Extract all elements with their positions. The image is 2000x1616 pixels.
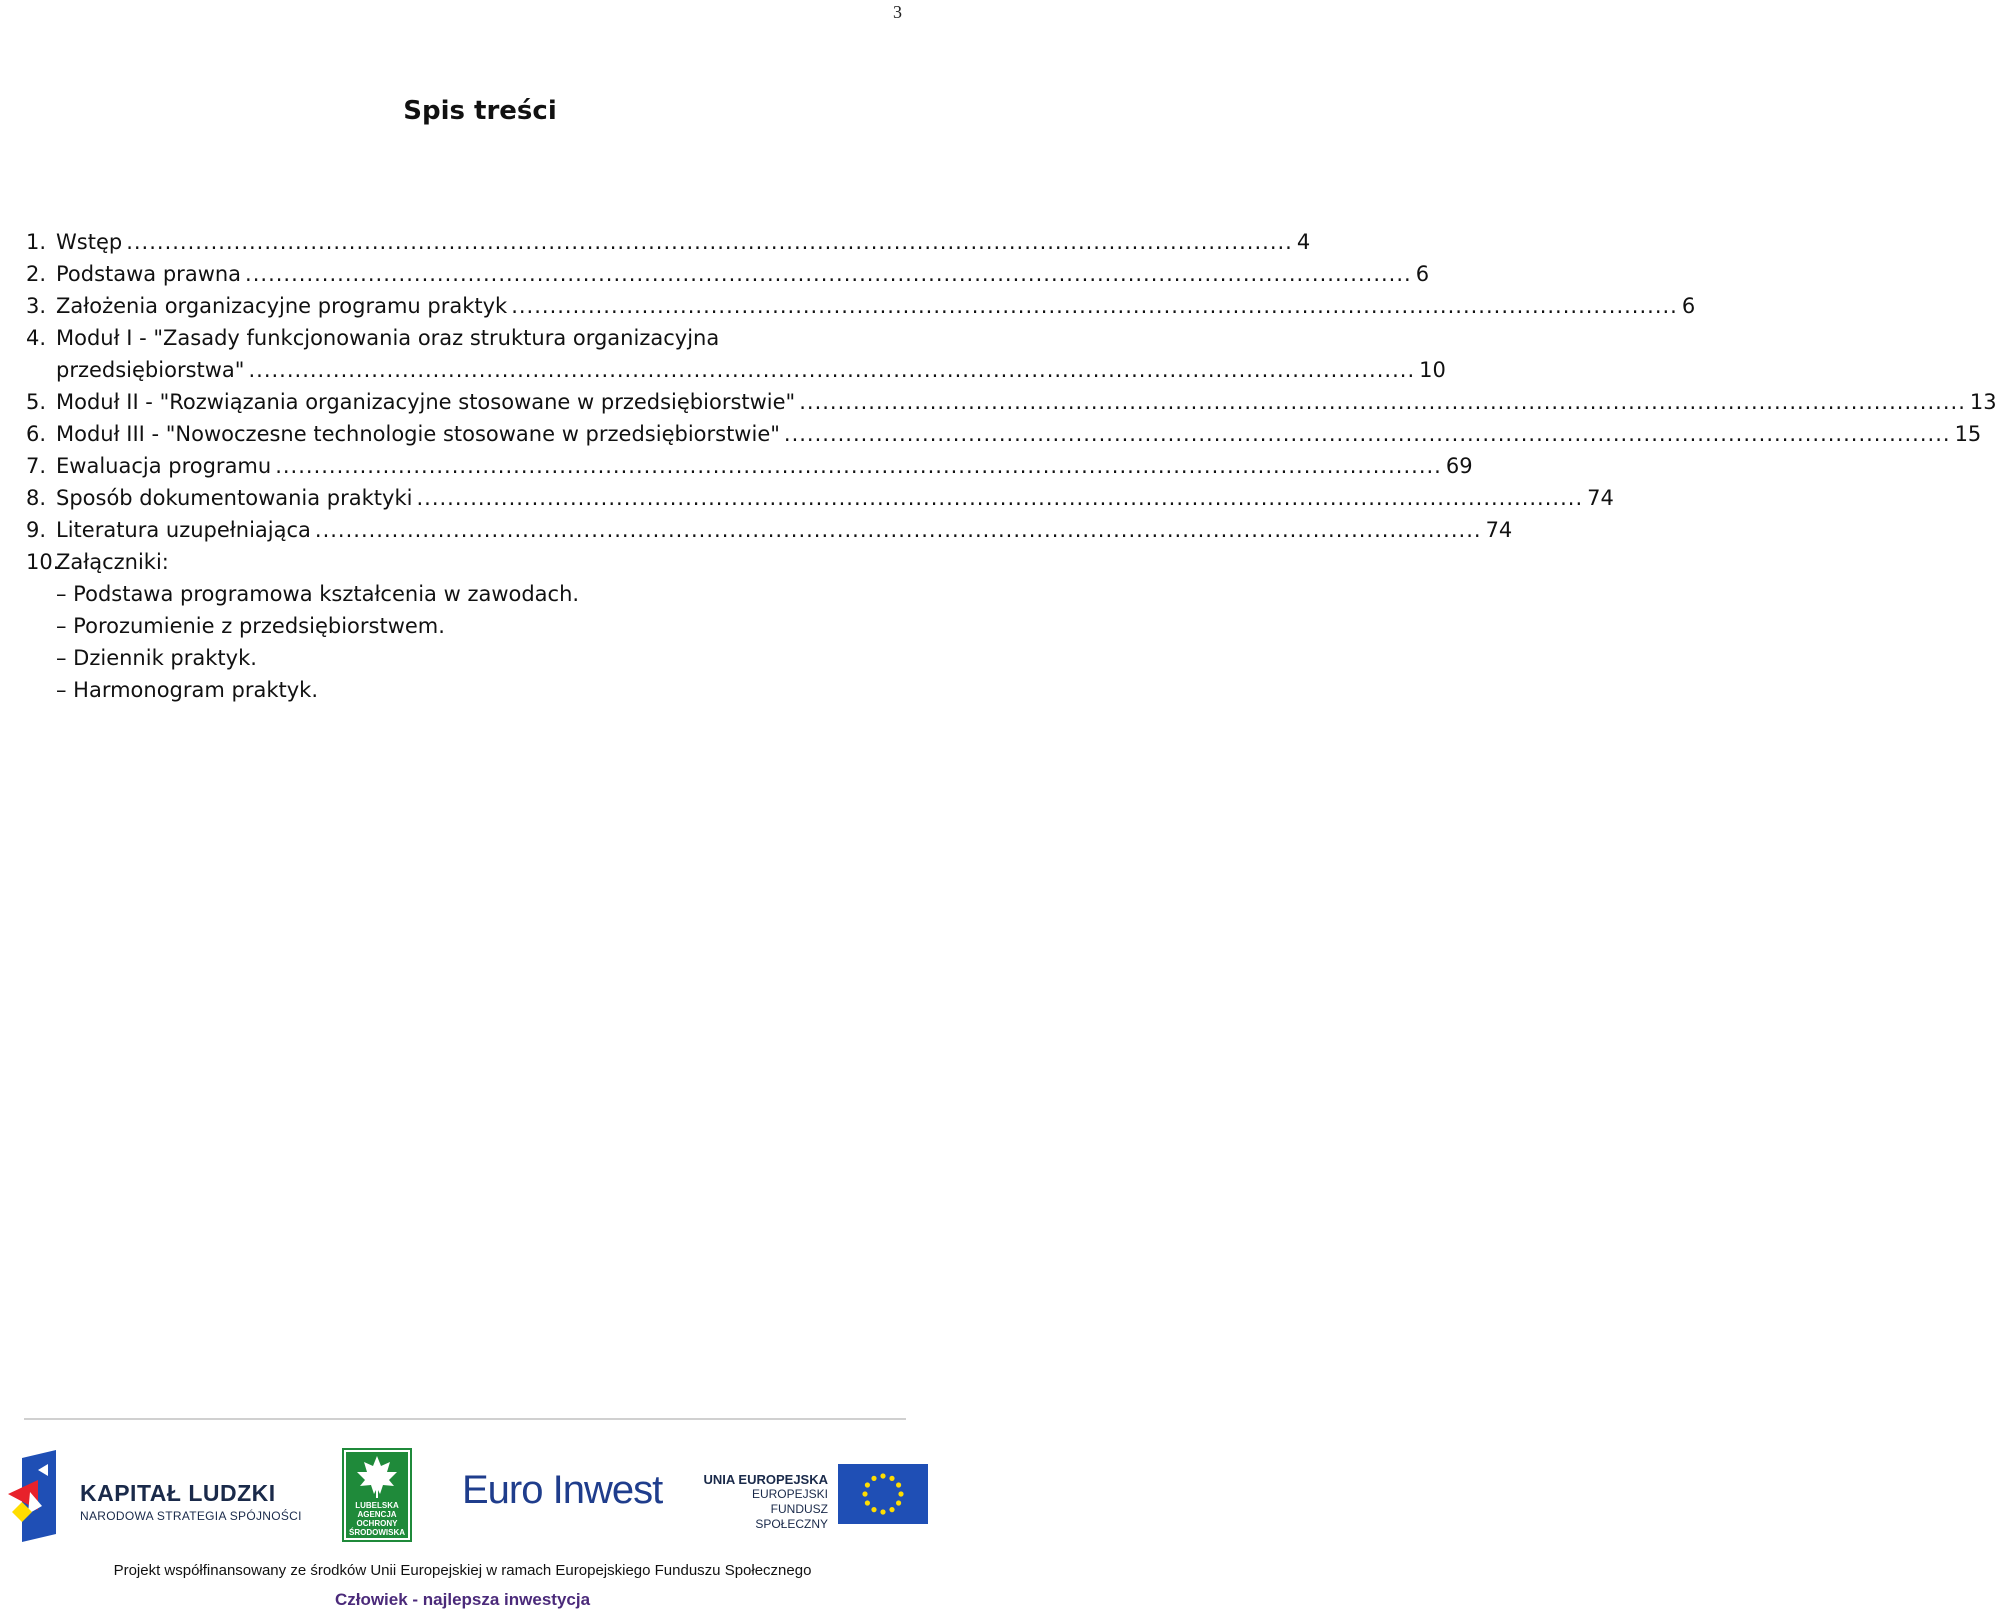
lagos-line: OCHRONY <box>356 1519 398 1528</box>
eu-flag-icon <box>838 1464 928 1524</box>
toc-number: 8. <box>26 486 47 510</box>
toc-number: 9. <box>26 518 47 542</box>
toc-text: Wstęp <box>56 230 123 254</box>
toc-text: Moduł II - "Rozwiązania organizacyjne stosowane w przedsiębiorstwie" <box>56 390 796 414</box>
kapital-ludzki-logo-icon <box>8 1450 70 1544</box>
toc-page: 4 <box>1296 230 1311 254</box>
toc-entry-4-continuation[interactable] <box>26 354 1446 386</box>
footer-logos <box>0 1444 960 1544</box>
eu-line-2: FUNDUSZ SPOŁECZNY <box>755 1502 828 1531</box>
slogan: Człowiek - najlepsza inwestycja <box>334 1590 591 1609</box>
kapital-ludzki-text <box>80 1480 302 1523</box>
page-number: 3 <box>893 2 902 22</box>
toc-number: 7. <box>26 454 47 478</box>
toc-entry-3[interactable] <box>26 290 1696 322</box>
table-of-contents <box>26 226 1997 706</box>
attachment-item <box>26 674 886 706</box>
toc-page: 74 <box>1485 518 1513 542</box>
toc-number: 4. <box>26 326 47 350</box>
eu-fund-text <box>700 1472 828 1532</box>
kapital-ludzki-title: KAPITAŁ LUDZKI <box>80 1480 276 1506</box>
lagos-line: ŚRODOWISKA <box>349 1528 405 1537</box>
toc-entry-9[interactable] <box>26 514 1513 546</box>
toc-text: Moduł III - "Nowoczesne technologie stosowane w przedsiębiorstwie" <box>56 422 780 446</box>
toc-entry-1[interactable] <box>26 226 1311 258</box>
toc-leader: ........................................................................................................................................................ <box>783 422 1951 446</box>
toc-page: 10 <box>1419 358 1446 382</box>
kapital-ludzki-subtitle: NARODOWA STRATEGIA SPÓJNOŚCI <box>80 1509 302 1523</box>
toc-page: 74 <box>1587 486 1614 510</box>
attachment-item <box>26 610 886 642</box>
toc-entry-2[interactable] <box>26 258 1430 290</box>
toc-page: 69 <box>1445 454 1473 478</box>
toc-number: 10. <box>26 550 60 574</box>
cofinancing-note: Projekt współfinansowany ze środków Unii Europejskiej w ramach Europejskiego Funduszu Społecznego <box>113 1562 812 1579</box>
toc-leader: ........................................................................................................................................................ <box>245 262 1412 286</box>
toc-text: Podstawa prawna <box>56 262 242 286</box>
toc-number: 5. <box>26 390 47 414</box>
toc-leader: ........................................................................................................................................................ <box>416 486 1584 510</box>
toc-leader: ........................................................................................................................................................ <box>511 294 1678 318</box>
toc-page: 6 <box>1681 294 1696 318</box>
attachment-item <box>26 578 886 610</box>
toc-leader: ........................................................................................................................................................ <box>799 390 1966 414</box>
toc-text: Literatura uzupełniająca <box>56 518 311 542</box>
toc-number: 3. <box>26 294 47 318</box>
toc-text: Załączniki: <box>56 550 169 574</box>
toc-text: Sposób dokumentowania praktyki <box>56 486 413 510</box>
toc-text: przedsiębiorstwa" <box>56 358 245 382</box>
toc-leader: ........................................................................................................................................................ <box>275 454 1442 478</box>
toc-entry-7[interactable] <box>26 450 1473 482</box>
attachment-item <box>26 642 886 674</box>
toc-number: 6. <box>26 422 47 446</box>
footer-divider <box>24 1418 906 1420</box>
toc-entry-6[interactable] <box>26 418 1982 450</box>
toc-leader: ........................................................................................................................................................ <box>248 358 1416 382</box>
eu-title: UNIA EUROPEJSKA <box>703 1472 828 1487</box>
attachment-text: – Dziennik praktyk. <box>56 646 257 670</box>
attachment-text: – Harmonogram praktyk. <box>56 678 319 702</box>
attachment-text: – Porozumienie z przedsiębiorstwem. <box>56 614 445 638</box>
lagos-line: LUBELSKA <box>355 1501 399 1510</box>
euro-inwest-logo: Euro Inwest <box>462 1468 663 1512</box>
toc-text: Założenia organizacyjne programu praktyk <box>56 294 508 318</box>
toc-page: 13 <box>1969 390 1997 414</box>
toc-entry-8[interactable] <box>26 482 1614 514</box>
lubelska-agencja-logo-icon <box>342 1448 412 1542</box>
toc-entry-10[interactable] <box>26 546 886 578</box>
toc-leader: ........................................................................................................................................................ <box>126 230 1293 254</box>
toc-entry-5[interactable] <box>26 386 1997 418</box>
toc-number: 2. <box>26 262 47 286</box>
eu-line-1: EUROPEJSKI <box>751 1487 828 1501</box>
toc-text: Moduł I - "Zasady funkcjonowania oraz struktura organizacyjna <box>56 326 720 350</box>
toc-page: 15 <box>1954 422 1982 446</box>
toc-text: Ewaluacja programu <box>56 454 272 478</box>
toc-page: 6 <box>1415 262 1430 286</box>
toc-entry-4[interactable] <box>26 322 886 354</box>
lagos-line: AGENCJA <box>357 1510 397 1519</box>
toc-leader: ........................................................................................................................................................ <box>314 518 1482 542</box>
attachment-text: – Podstawa programowa kształcenia w zawodach. <box>56 582 580 606</box>
toc-number: 1. <box>26 230 47 254</box>
page-title: Spis treści <box>403 96 557 126</box>
